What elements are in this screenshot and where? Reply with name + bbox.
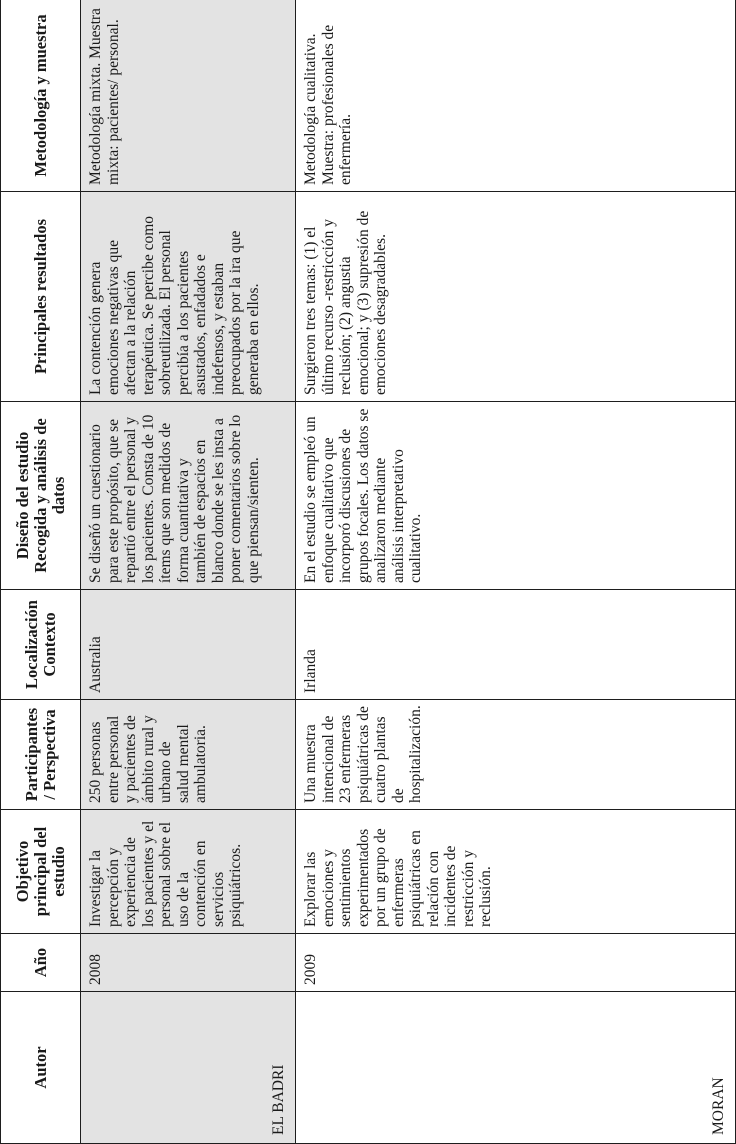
header-metodologia: Metodología y muestra xyxy=(1,0,81,192)
cell-participantes: 250 personas entre personal y pacientes de ámbito rural y urbano de salud mental ambulatoria. xyxy=(81,700,296,810)
header-autor: Autor xyxy=(1,992,81,1144)
header-diseno: Diseño del estudio Recogida y análisis de datos xyxy=(1,402,81,590)
cell-autor: EL BADRI xyxy=(81,992,296,1144)
header-objetivo: Objetivo principal del estudio xyxy=(1,810,81,934)
cell-objetivo: Investigar la percepción y experiencia de los pacientes y el personal sobre el uso de la contención en servicios psiquiátricos. xyxy=(81,810,296,934)
cell-localizacion: Irlanda xyxy=(296,590,736,700)
cell-diseno: En el estudio se empleó un enfoque cualitativo que incorporó discusiones de grupos focales. Los datos se analizaron mediante análisis interpretativo cualitativo. xyxy=(296,402,736,590)
cell-localizacion: Australia xyxy=(81,590,296,700)
table-row xyxy=(296,0,736,1144)
header-row xyxy=(1,0,81,1144)
header-anio: Año xyxy=(1,934,81,992)
cell-diseno: Se diseñó un cuestionario para este propósito, que se repartió entre el personal y los pacientes. Consta de 10 ítems que son medidos de forma cuantitativa y también de espacios en blanco donde se les insta a poner comentarios sobre lo que piensan/sienten. xyxy=(81,402,296,590)
cell-anio: 2009 xyxy=(296,934,736,992)
header-participantes: Participantes / Perspectiva xyxy=(1,700,81,810)
cell-anio: 2008 xyxy=(81,934,296,992)
cell-metodologia: Metodología cualitativa. Muestra: profesionales de enfermería. xyxy=(296,0,736,192)
cell-resultados: La contención genera emociones negativas que afectan a la relación terapéutica. Se percibe como sobreutilizada. El personal percibía a los pacientes asustados, enfadados e indefensos, y estaban preocupados por la ira que generaba en ellos. xyxy=(81,192,296,402)
cell-metodologia: Metodología mixta. Muestra mixta: pacientes/ personal. xyxy=(81,0,296,192)
cell-resultados: Surgieron tres temas: (1) el último recurso -restricción y reclusión; (2) angustia emocional; y (3) supresión de emociones desagradables. xyxy=(296,192,736,402)
cell-participantes: Una muestra intencional de 23 enfermeras psiquiátricas de cuatro plantas de hospitalización. xyxy=(296,700,736,810)
header-resultados: Principales resultados xyxy=(1,192,81,402)
table-row xyxy=(81,0,296,1144)
cell-autor: MORAN xyxy=(296,992,736,1144)
cell-objetivo: Explorar las emociones y sentimientos experimentados por un grupo de enfermeras psiquiátricas en relación con incidentes de restricción y reclusión. xyxy=(296,810,736,934)
header-localizacion: Localización Contexto xyxy=(1,590,81,700)
